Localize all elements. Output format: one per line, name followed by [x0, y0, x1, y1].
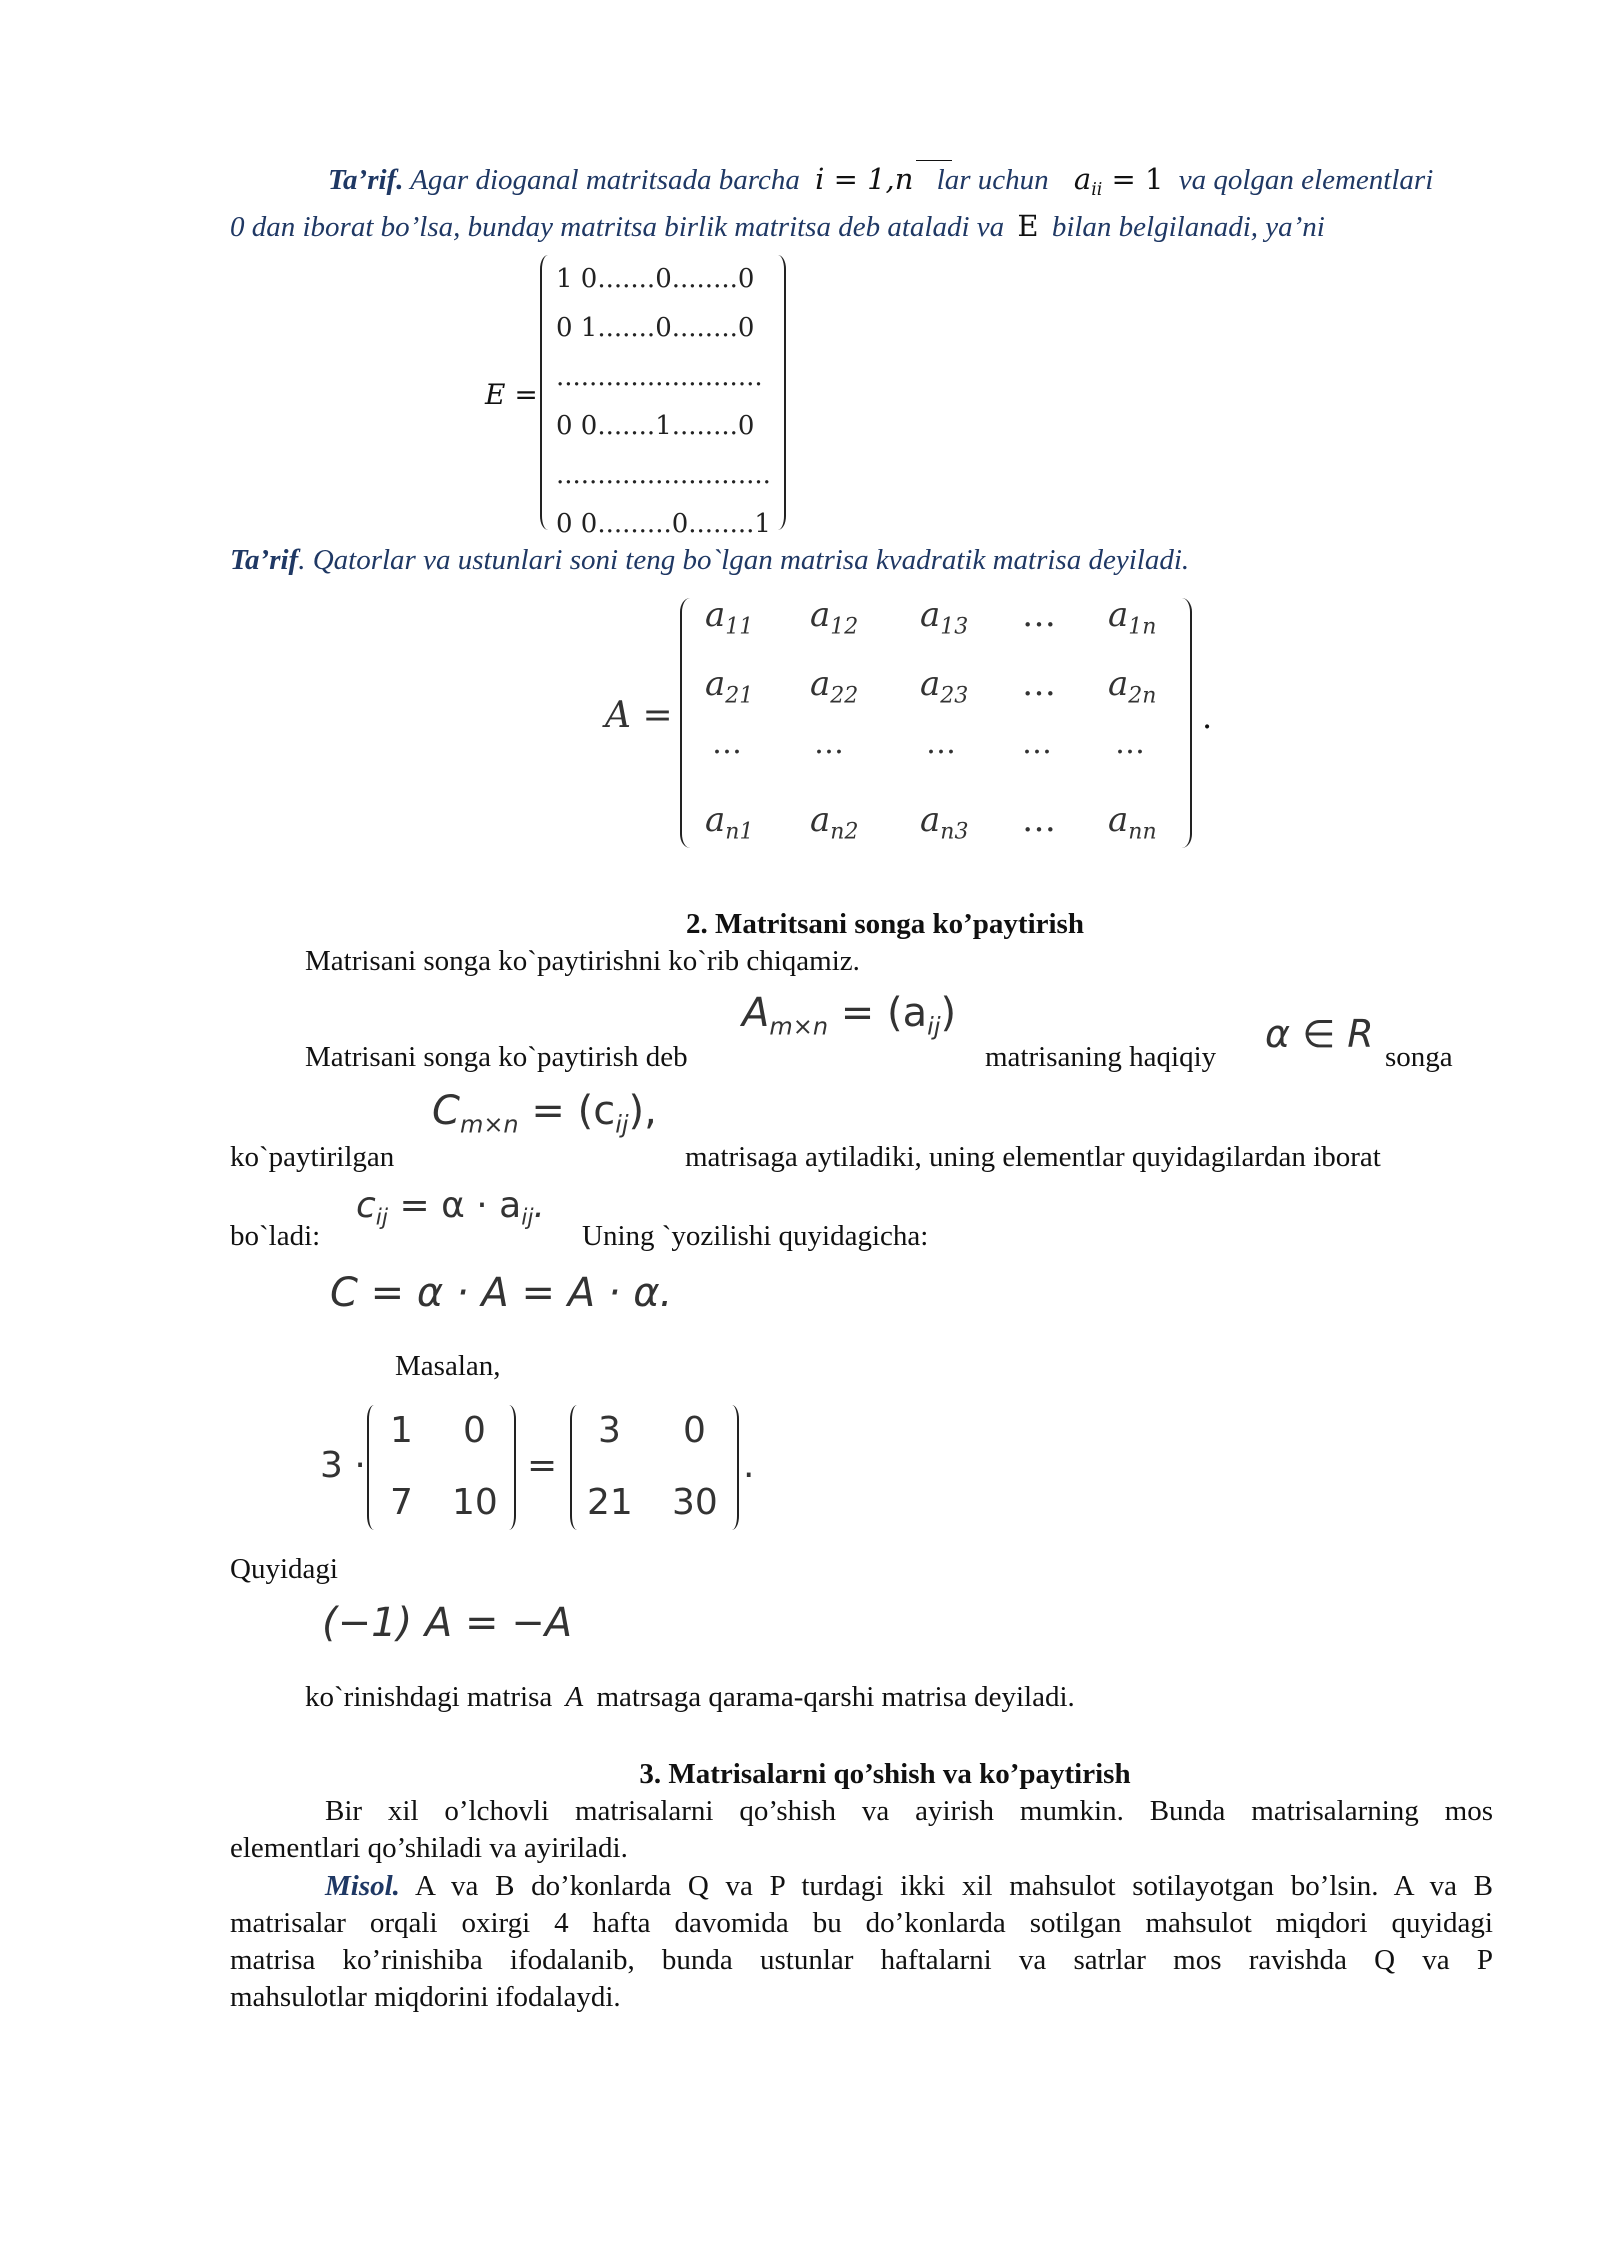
formula-c-rhs-sub: ij [615, 1110, 629, 1139]
p4-symbol-a: A [565, 1681, 584, 1713]
matrix-a-cell: … [1022, 800, 1056, 840]
section-2-p2-a: ko`paytirilgan [230, 1141, 395, 1173]
misol-line3: matrisa ko’rinishiba ifodalanib, bunda ustunlar haftalarni va satrlar mos ravishda Q va P [230, 1944, 1493, 1976]
identity-row: .......................... [556, 460, 771, 490]
example-m2-right-paren [725, 1405, 739, 1530]
section-3-p1-line2: elementlari qo’shiladi va ayiriladi. [230, 1832, 628, 1864]
section-3-p1-line1: Bir xil o’lchovli matrisalarni qo’shish va ayirish mumkin. Bunda matrisalarning mos [325, 1795, 1493, 1827]
matrix-a-cell: … [1022, 595, 1056, 635]
matrix-a-cell: $a_{2n}$ [1108, 664, 1157, 709]
index-range-text: i = 1,n [815, 162, 914, 196]
definition-line-2-end: bilan belgilanadi, ya’ni [1051, 211, 1325, 243]
formula-a-mxn [742, 990, 956, 1040]
section-2-p1-b: matrisaning haqiqiy [985, 1041, 1217, 1073]
example-m1-left-paren [367, 1405, 381, 1530]
diag-a: a [1073, 162, 1092, 196]
definition-2-label: Ta’rif [230, 544, 299, 576]
matrix-a-dots: … [712, 726, 744, 761]
misol-line2: matrisalar orqali oxirgi 4 hafta davomida bu do’konlarda sotilgan mahsulot miqdori quyidagi [230, 1907, 1493, 1939]
quyidagi-text: Quyidagi [230, 1553, 338, 1585]
matrix-a-cell: $a_{23}$ [920, 664, 969, 709]
section-2-heading: 2. Matritsani songa ko’paytirish [686, 908, 1084, 940]
example-m2-cell: 0 [683, 1410, 706, 1451]
definition-1-line-2 [230, 209, 1325, 243]
formula-cij-letter: c [356, 1185, 376, 1226]
example-m1-cell: 10 [452, 1482, 498, 1523]
example-factor: 3 · [320, 1445, 366, 1486]
example-m2-left-paren [570, 1405, 584, 1530]
identity-row: ......................... [556, 362, 763, 392]
formula-a-letter: A [742, 990, 770, 1036]
formula-cij-rhs-sub: ij [521, 1205, 534, 1231]
matrix-a-cell: $a_{n3}$ [920, 800, 969, 845]
example-m1-cell: 7 [390, 1482, 413, 1523]
matrix-a-dots: … [926, 726, 958, 761]
matrix-a-dots: … [1115, 726, 1147, 761]
matrix-a-cell: $a_{n1}$ [705, 800, 754, 845]
formula-c-rhs: = (c [531, 1088, 616, 1134]
matrix-a-cell: … [1022, 664, 1056, 704]
formula-c-alpha-a: C = α · A = A · α. [330, 1270, 673, 1316]
definition-1-line-1 [328, 162, 1434, 201]
identity-lhs: E = [485, 378, 538, 411]
formula-c-mxn [432, 1088, 657, 1138]
misol-label: Misol. [325, 1870, 400, 1902]
formula-c-sub: m×n [459, 1110, 519, 1139]
matrix-a-dots: … [1022, 726, 1054, 761]
matrix-a-lhs: A = [605, 695, 673, 736]
diag-eq: = 1 [1111, 162, 1164, 196]
identity-left-paren [540, 255, 556, 530]
misol-line1-text: A va B do’konlarda Q va P turdagi ikki xil mahsulot sotilayotgan bo’lsin. A va B [415, 1870, 1494, 1902]
matrix-a-left-paren [680, 598, 700, 848]
p4-text-a: ko`rinishdagi matrisa [305, 1681, 553, 1713]
definition-label: Ta’rif. [328, 164, 404, 196]
identity-rows [556, 255, 771, 549]
formula-alpha-in-r: α ∈ R [1265, 1012, 1374, 1056]
matrix-a-cell: $a_{12}$ [810, 595, 859, 640]
matrix-a-cell: $a_{21}$ [705, 664, 754, 709]
section-2-p4 [305, 1683, 1075, 1712]
formula-a-close: ) [940, 990, 957, 1036]
matrix-a-end-dot: . [1202, 698, 1213, 736]
formula-c-close: ), [628, 1088, 657, 1134]
example-end-dot: . [743, 1445, 755, 1486]
identity-row: 0 0.......1........0 [556, 411, 755, 441]
identity-row: 1 0.......0........0 [556, 264, 755, 294]
section-2-p3-a: bo`ladi: [230, 1220, 321, 1252]
matrix-a-cell: $a_{13}$ [920, 595, 969, 640]
misol-line1 [325, 1872, 1493, 1901]
example-m2-cell: 30 [672, 1482, 718, 1523]
formula-c-letter: C [432, 1088, 460, 1134]
formula-negative-a: (−1) A = −A [322, 1600, 573, 1646]
section-2-p2-b: matrisaga aytiladiki, uning elementlar quyidagilardan iborat [685, 1141, 1381, 1173]
example-m1-right-paren [502, 1405, 516, 1530]
diagonal-element-formula [1073, 162, 1164, 201]
definition-2-text: . Qatorlar va ustunlari soni teng bo`lgan matrisa kvadratik matrisa deyiladi. [298, 544, 1190, 576]
example-m2-cell: 3 [598, 1410, 621, 1451]
identity-symbol: E [1017, 209, 1039, 243]
overline-mark [916, 160, 952, 161]
example-label: Masalan, [395, 1350, 501, 1382]
identity-row: 0 1.......0........0 [556, 313, 755, 343]
section-3-heading: 3. Matrisalarni qo’shish va ko’paytirish [639, 1758, 1131, 1790]
matrix-a-dots: … [814, 726, 846, 761]
definition-text: Agar dioganal matritsada barcha [410, 164, 800, 196]
formula-a-rhs: = (a [840, 990, 928, 1036]
matrix-a-cell: $a_{nn}$ [1108, 800, 1157, 845]
section-2-intro: Matrisani songa ko`paytirishni ko`rib chiqamiz. [305, 945, 860, 977]
diag-sub: ii [1091, 180, 1103, 201]
example-equals: = [527, 1445, 558, 1486]
identity-row: 0 0.........0........1 [556, 509, 771, 539]
formula-cij-rhs: = α · a [399, 1185, 522, 1226]
section-2-p1-c: songa [1385, 1041, 1453, 1073]
definition-line-2-text: 0 dan iborat bo’lsa, bunday matritsa birlik matritsa deb ataladi va [230, 211, 1005, 243]
matrix-a-cell: $a_{22}$ [810, 664, 859, 709]
matrix-a-cell: $a_{1n}$ [1108, 595, 1157, 640]
identity-right-paren [770, 255, 786, 530]
example-m2-cell: 21 [587, 1482, 633, 1523]
misol-line4: mahsulotlar miqdorini ifodalaydi. [230, 1981, 621, 2013]
formula-cij-end: . [533, 1185, 545, 1226]
definition-2 [230, 546, 1189, 575]
matrix-a-cell: $a_{n2}$ [810, 800, 859, 845]
example-m1-cell: 0 [463, 1410, 486, 1451]
definition-text-c: va qolgan elementlari [1178, 164, 1434, 196]
matrix-a-right-paren [1172, 598, 1192, 848]
index-range-formula [815, 162, 923, 196]
matrix-a-cell: $a_{11}$ [705, 595, 754, 640]
formula-a-sub: m×n [769, 1012, 829, 1041]
p4-text-b: matrsaga qarama-qarshi matrisa deyiladi. [596, 1681, 1075, 1713]
section-2-p3-b: Uning `yozilishi quyidagicha: [582, 1220, 929, 1252]
definition-text-b: lar uchun [936, 164, 1049, 196]
example-m1-cell: 1 [390, 1410, 413, 1451]
formula-a-rhs-sub: ij [927, 1012, 941, 1041]
section-2-p1-a: Matrisani songa ko`paytirish deb [305, 1041, 688, 1073]
formula-cij-sub: ij [375, 1205, 389, 1231]
formula-c-ij [356, 1185, 545, 1231]
